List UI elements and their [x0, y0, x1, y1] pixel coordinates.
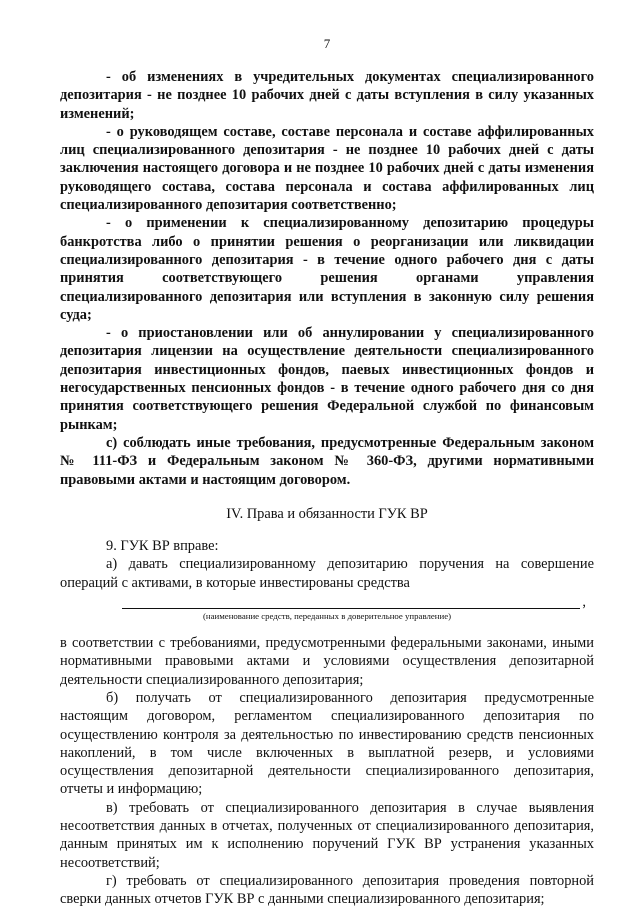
fill-in-blank: [60, 594, 594, 630]
paragraph-clause-c: с) соблюдать иные требования, предусмотренные Федеральным законом № 111-ФЗ и Федеральным законом № 360-ФЗ, другими нормативными правовыми актами и настоящим договором.: [60, 434, 594, 488]
paragraph-9a-continuation: в соответствии с требованиями, предусмотренными федеральными законами, иными нормативными правовыми актами и условиями осуществления депозитарной деятельности специализированного депозитария;: [60, 635, 594, 688]
clause-9a: а) давать специализированному депозитарию поручения на совершение операций с активами, в которые инвестированы средства: [60, 556, 594, 591]
fill-in-caption: (наименование средств, переданных в доверительное управление): [202, 611, 452, 622]
paragraph-bankruptcy: - о применении к специализированному депозитарию процедуры банкротства либо о принятии решения о реорганизации или ликвидации специализированного депозитария - в течение одного рабочего дня с даты принятия соответствующего решения органами управления специализированного депозитария или вступления в законную силу решения суда;: [60, 215, 594, 323]
paragraph-changes-in-charter: - об изменениях в учредительных документах специализированного депозитария - не позднее 10 рабочих дней с даты вступления в силу указанных изменений;: [60, 69, 594, 122]
clause-9: 9. ГУК ВР вправе:: [106, 538, 219, 555]
paragraph-license-suspension: - о приостановлении или об аннулировании у специализированного депозитария лицензии на осуществление деятельности специализированного депозитария инвестиционных фондов, паевых инвестиционных фондов и негосударственных пенсионных фондов - в течение одного рабочего дня со дня принятия соответствующего решения Федеральной службой по финансовым рынкам;: [60, 325, 594, 433]
clause-9v: в) требовать от специализированного депозитария в случае выявления несоответствия данных в отчетах, полученных от специализированного депозитария, данным принятых им к исполнению поручений ГУК ВР устранения указанных несоответствий;: [60, 799, 594, 871]
clause-9b: б) получать от специализированного депозитария предусмотренные настоящим договором, регламентом специализированного депозитария по осуществлению контроля за деятельностью по инвестированию средств пенсионных накоплений, в том числе включенных в выплатной резерв, и условиями осуществления депозитарной деятельности специализированного депозитария, отчеты и информацию;: [60, 689, 594, 798]
paragraph-management-composition: - о руководящем составе, составе персонала и составе аффилированных лиц специализированного депозитария - не позднее 10 рабочих дней с даты заключения настоящего договора и не позднее 10 рабочих дней с даты изменения руководящего состава, состава персонала и состава аффилированных лиц специализированного депозитария соответственно;: [60, 123, 594, 214]
section-heading: IV. Права и обязанности ГУК ВР: [226, 505, 428, 522]
fill-in-line: [122, 608, 580, 609]
page-number: 7: [323, 36, 331, 51]
fill-in-comma: ,: [582, 594, 586, 611]
clause-9g: г) требовать от специализированного депозитария проведения повторной сверки данных отчетов ГУК ВР с данными специализированного депозитария;: [60, 872, 594, 908]
